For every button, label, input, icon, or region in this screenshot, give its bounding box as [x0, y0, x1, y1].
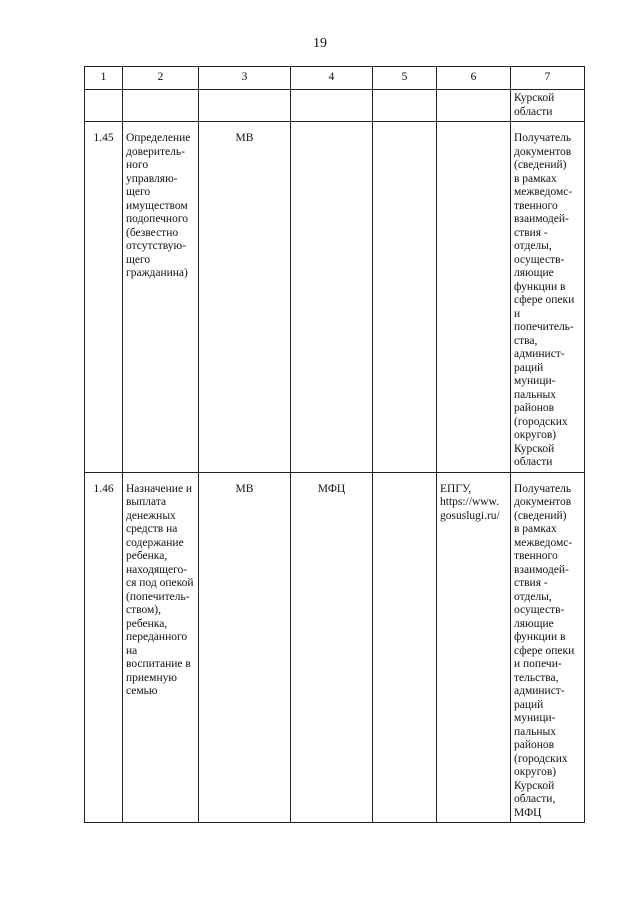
cell-col4 [291, 122, 373, 473]
cell-col5 [373, 122, 437, 473]
cell-col3: МВ [199, 472, 291, 823]
cell-col4 [291, 90, 373, 122]
table-row [85, 90, 585, 122]
cell-col6 [437, 90, 511, 122]
cell-col5 [373, 472, 437, 823]
cell-col4: МФЦ [291, 472, 373, 823]
column-header-3: 3 [199, 67, 291, 90]
table-header-row [85, 67, 585, 90]
cell-col7: Получатель документов (сведений) в рамках межведомс- твенного взаимодей- ствия - отделы, осуществ- ляющие функции в сфере опеки и попечитель- ства, админист- раций муници- пальных районов (городских округов) Курской области [511, 122, 585, 473]
row-number: 1.45 [85, 122, 123, 473]
column-header-5: 5 [373, 67, 437, 90]
service-name: Определение доверитель- ного управляю- щего имуществом подопечного (безвестно отсутствую- щего гражданина) [123, 122, 199, 473]
column-header-4: 4 [291, 67, 373, 90]
service-name: Назначение и выплата денежных средств на содержание ребенка, находящего- ся под опекой (попечитель- ством), ребенка, переданного на воспитание в приемную семью [123, 472, 199, 823]
cell-col5 [373, 90, 437, 122]
cell-col7: Получатель документов (сведений) в рамках межведомс- твенного взаимодей- ствия - отделы, осуществ- ляющие функции в сфере опеки и попечи- тельства, админист- раций муници- пальных районов (городских округов) Курской области, МФЦ [511, 472, 585, 823]
service-name [123, 90, 199, 122]
table-row [85, 122, 585, 473]
column-header-2: 2 [123, 67, 199, 90]
column-header-6: 6 [437, 67, 511, 90]
services-table [84, 66, 585, 823]
page-number: 19 [313, 36, 327, 51]
row-number: 1.46 [85, 472, 123, 823]
row-number [85, 90, 123, 122]
cell-col3: МВ [199, 122, 291, 473]
column-header-1: 1 [85, 67, 123, 90]
cell-col7: Курской области [511, 90, 585, 122]
cell-col6: ЕПГУ, https://www. gosuslugi.ru/ [437, 472, 511, 823]
column-header-7: 7 [511, 67, 585, 90]
cell-col6 [437, 122, 511, 473]
table-row [85, 472, 585, 823]
cell-col3 [199, 90, 291, 122]
